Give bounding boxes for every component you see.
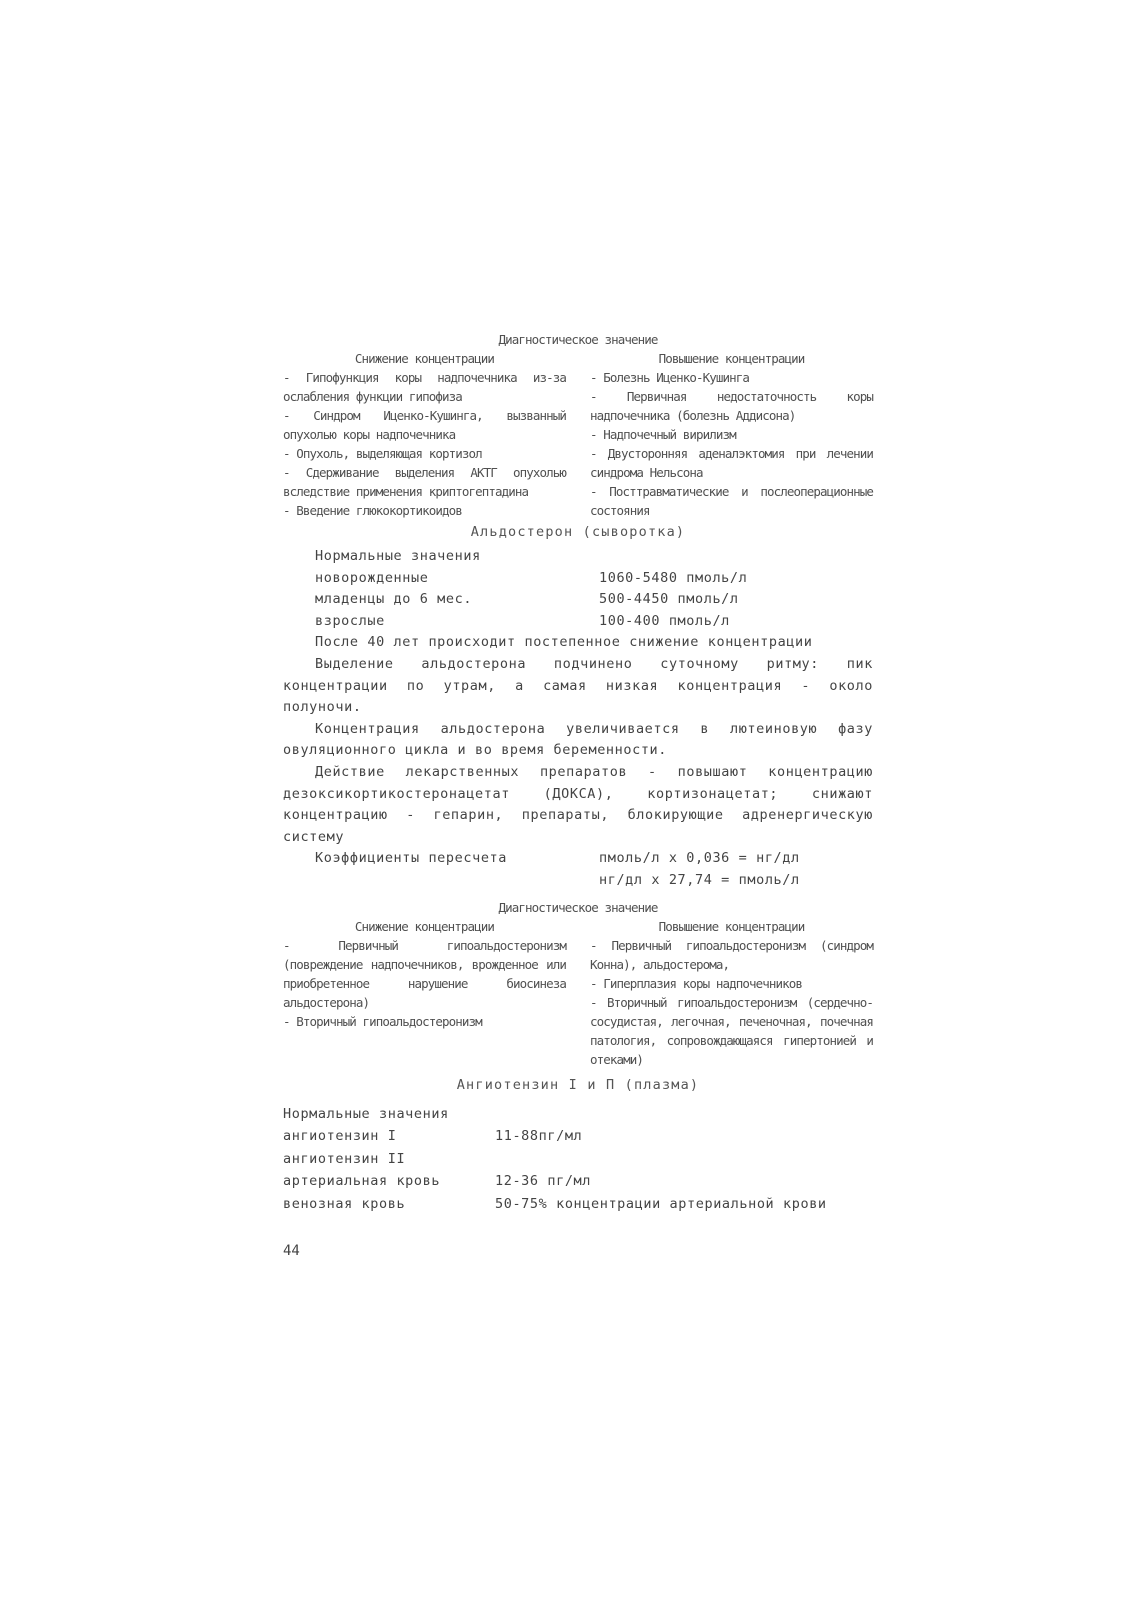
- list-item: - Первичный гипоальдостеронизм (синдром Конна), альдостерома,: [590, 937, 873, 972]
- list-item: - Первичный гипоальдостеронизм (повреждение надпочечников, врожденное или приобретенное нарушение биосинеза альдостерона): [283, 937, 566, 1010]
- row-value: 1060-5480 пмоль/л: [599, 569, 748, 586]
- conversion-label: Коэффициенты пересчета: [315, 850, 508, 867]
- conversion-row: [283, 848, 873, 870]
- increase-column: [590, 917, 873, 1069]
- document-page: [283, 330, 873, 1259]
- conversion-row: [283, 870, 873, 892]
- row-value: 500-4450 пмоль/л: [599, 591, 739, 608]
- paragraph-rhythm: Выделение альдостерона подчинено суточному ритму: пик концентрации по утрам, а самая низкая концентрация - около полуночи.: [283, 655, 873, 716]
- aldosterone-section: [283, 546, 873, 892]
- list-item: - Первичная недостаточность коры надпочечника (болезнь Аддисона): [590, 389, 873, 423]
- table-row: [283, 568, 873, 590]
- list-item: - Надпочечный вирилизм: [590, 427, 736, 442]
- decrease-column: [283, 917, 566, 1069]
- list-item: - Гиперплазия коры надпочечников: [590, 975, 803, 991]
- increase-column-heading: Повышение концентрации: [658, 918, 805, 934]
- table-row: [283, 611, 873, 633]
- row-value: 50-75% концентрации артериальной крови: [495, 1195, 827, 1212]
- list-item: - Сдерживание выделения АКТГ опухолью вследствие применения криптогептадина: [283, 465, 566, 499]
- list-item: - Гипофункция коры надпочечника из-за ослабления функции гипофиза: [283, 370, 566, 404]
- normal-values-text: Нормальные значения: [283, 1105, 449, 1122]
- decrease-column: [283, 349, 566, 520]
- row-label: младенцы до 6 мес.: [315, 591, 473, 608]
- list-item: - Вторичный гипоальдостеронизм: [283, 1013, 482, 1029]
- page-number: 44: [283, 1243, 300, 1260]
- diagnostic-table-cortisol: [283, 330, 873, 520]
- list-item: - Опухоль, выделяющая кортизол: [283, 446, 482, 461]
- table-row: [283, 1148, 873, 1171]
- table-row: [283, 1193, 873, 1216]
- table-row: [283, 1170, 873, 1193]
- conversion-value: пмоль/л х 0,036 = нг/дл: [599, 850, 800, 867]
- paragraph-drugs: Действие лекарственных препаратов - повышают концентрацию дезоксикортикостеронацетат (ДОКСА), кортизонацетат; снижают концентрацию - гепарин, препараты, блокирующие адренергическую систему: [283, 763, 873, 845]
- section-title-angiotensin: Ангиотензин I и П (плазма): [456, 1076, 700, 1093]
- row-value: 11-88пг/мл: [495, 1128, 583, 1145]
- row-label: ангиотензин II: [283, 1150, 406, 1167]
- increase-column: [590, 349, 873, 520]
- row-label: ангиотензин I: [283, 1128, 397, 1145]
- increase-column-heading: Повышение концентрации: [658, 351, 805, 366]
- list-item: - Синдром Иценко-Кушинга, вызванный опухолью коры надпочечника: [283, 408, 566, 442]
- diagnostic-table-aldosterone: [283, 898, 873, 1069]
- row-value: 12-36 пг/мл: [495, 1173, 592, 1190]
- row-label: артериальная кровь: [283, 1173, 441, 1190]
- row-label: венозная кровь: [283, 1195, 406, 1212]
- list-item: - Посттравматические и послеоперационные состояния: [590, 484, 873, 518]
- row-value: 100-400 пмоль/л: [599, 612, 730, 629]
- paragraph-cycle: Концентрация альдостерона увеличивается в лютеиновую фазу овуляционного цикла и во время беременности.: [283, 720, 873, 759]
- list-item: - Вторичный гипоальдостеронизм (сердечно-сосудистая, легочная, печеночная, почечная патология, сопровождающаяся гипертонией и отеками): [590, 994, 873, 1067]
- decrease-column-heading: Снижение концентрации: [354, 351, 495, 366]
- list-item: - Двусторонняя аденалэктомия при лечении синдрома Нельсона: [590, 446, 873, 480]
- diagnostic-table-title: Диагностическое значение: [498, 899, 658, 915]
- angiotensin-section: [283, 1103, 873, 1216]
- note-age: После 40 лет происходит постепенное снижение концентрации: [315, 634, 813, 651]
- normal-values-label: [283, 1103, 873, 1126]
- table-row: [283, 1125, 873, 1148]
- row-label: взрослые: [315, 612, 385, 629]
- list-item: - Введение глюкокортикоидов: [283, 503, 462, 518]
- normal-values-label: Нормальные значения: [315, 548, 481, 564]
- list-item: - Болезнь Иценко-Кушинга: [590, 370, 750, 385]
- row-label: новорожденные: [315, 569, 429, 586]
- diagnostic-table-title: Диагностическое значение: [498, 332, 658, 347]
- decrease-column-heading: Снижение концентрации: [354, 918, 495, 934]
- section-title-aldosterone: Альдостерон (сыворотка): [470, 524, 686, 540]
- table-row: [283, 589, 873, 611]
- conversion-value: нг/дл х 27,74 = пмоль/л: [599, 871, 800, 888]
